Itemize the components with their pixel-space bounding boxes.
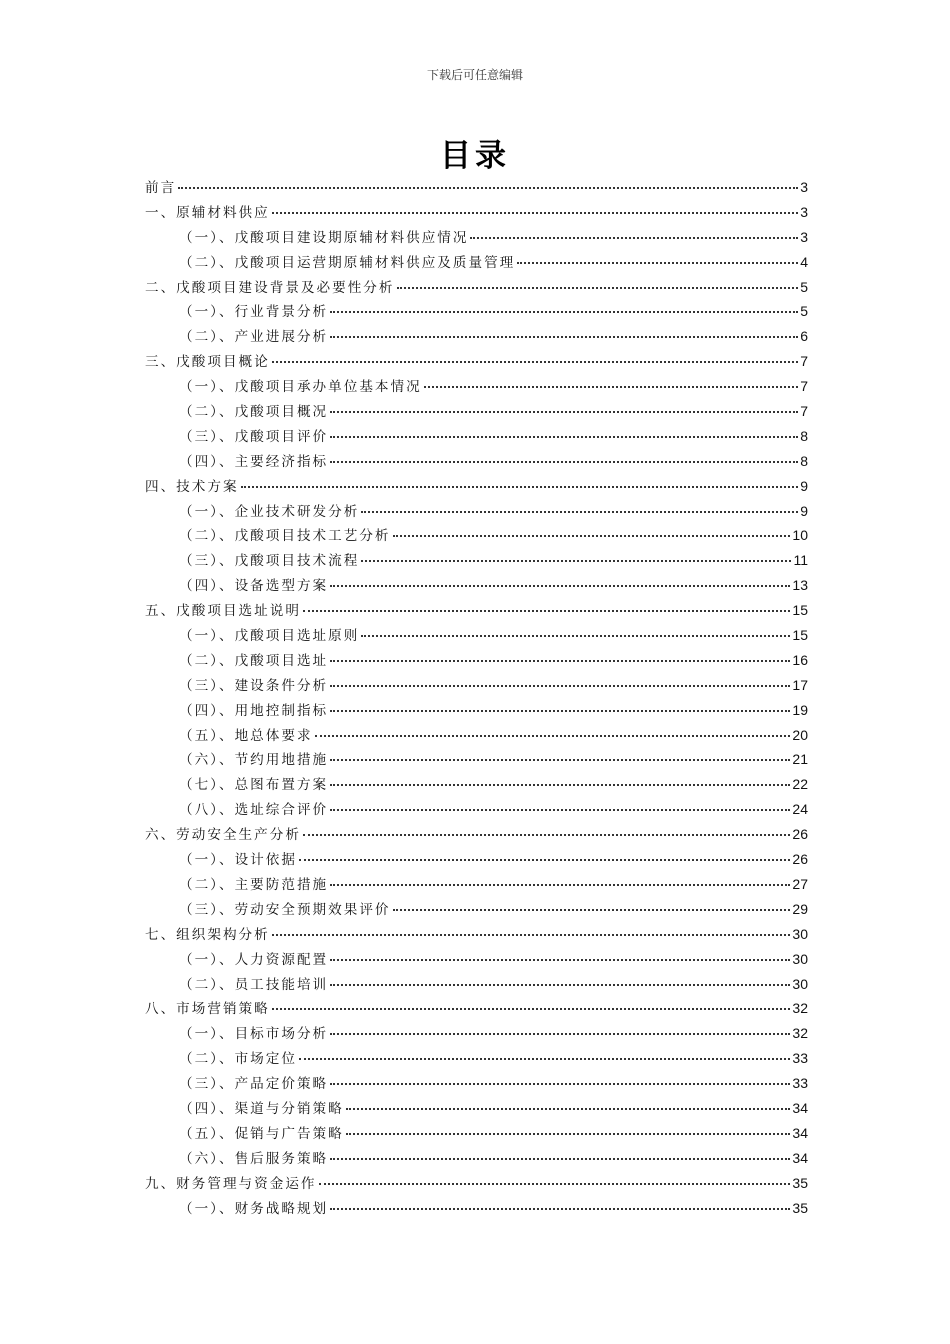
- toc-entry[interactable]: [145, 399, 808, 424]
- toc-entry-text: （二）、戊酸项目选址: [179, 652, 329, 669]
- toc-entry[interactable]: [145, 573, 808, 598]
- toc-leader-dots: [330, 1082, 790, 1085]
- toc-page-number: 30: [792, 950, 808, 967]
- toc-entry-text: （四）、主要经济指标: [179, 453, 329, 470]
- toc-entry-text: （八）、选址综合评价: [179, 802, 329, 819]
- toc-entry[interactable]: [145, 673, 808, 698]
- toc-leader-dots: [330, 435, 798, 438]
- toc-entry-text: （二）、产业进展分析: [179, 329, 329, 346]
- toc-page-number: 9: [800, 502, 808, 519]
- toc-entry[interactable]: [145, 1121, 808, 1146]
- toc-page-number: 21: [792, 751, 808, 768]
- toc-leader-dots: [330, 883, 790, 886]
- toc-leader-dots: [330, 410, 798, 413]
- toc-page-number: 8: [800, 452, 808, 469]
- toc-entry[interactable]: [145, 1071, 808, 1096]
- toc-entry-text: （一）、设计依据: [179, 852, 297, 869]
- toc-entry[interactable]: [145, 897, 808, 922]
- toc-leader-dots: [272, 933, 791, 936]
- toc-leader-dots: [330, 310, 798, 313]
- toc-leader-dots: [241, 485, 799, 488]
- toc-page-number: 33: [792, 1075, 808, 1092]
- toc-entry[interactable]: [145, 374, 808, 399]
- toc-entry-text: 一、原辅材料供应: [145, 204, 270, 221]
- toc-page-number: 29: [792, 900, 808, 917]
- toc-page-number: 34: [792, 1149, 808, 1166]
- toc-leader-dots: [330, 684, 790, 687]
- toc-entry[interactable]: [145, 499, 808, 524]
- toc-entry-text: （五）、促销与广告策略: [179, 1125, 344, 1142]
- toc-entry-text: （一）、财务战略规划: [179, 1200, 329, 1217]
- toc-page-number: 15: [792, 602, 808, 619]
- toc-entry-text: （四）、渠道与分销策略: [179, 1100, 344, 1117]
- toc-leader-dots: [303, 609, 790, 612]
- toc-page-number: 5: [800, 278, 808, 295]
- toc-page-number: 7: [800, 403, 808, 420]
- toc-entry-text: （四）、用地控制指标: [179, 702, 329, 719]
- toc-page-number: 9: [800, 477, 808, 494]
- toc-entry-text: （一）、企业技术研发分析: [179, 503, 360, 520]
- toc-leader-dots: [330, 335, 798, 338]
- toc-page-number: 6: [800, 328, 808, 345]
- toc-page-number: 7: [800, 353, 808, 370]
- toc-entry[interactable]: [145, 349, 808, 374]
- toc-entry[interactable]: [145, 698, 808, 723]
- toc-entry-text: （二）、戊酸项目运营期原辅材料供应及质量管理: [179, 254, 516, 271]
- toc-page-number: 33: [792, 1050, 808, 1067]
- toc-page-number: 3: [800, 179, 808, 195]
- table-of-contents: [145, 175, 808, 1220]
- toc-entry[interactable]: [145, 723, 808, 748]
- toc-entry[interactable]: [145, 972, 808, 997]
- toc-page-number: 4: [800, 253, 808, 270]
- toc-entry-text: （一）、目标市场分析: [179, 1026, 329, 1043]
- toc-entry[interactable]: [145, 1196, 808, 1221]
- toc-entry[interactable]: [145, 1146, 808, 1171]
- toc-entry[interactable]: [145, 275, 808, 300]
- toc-leader-dots: [330, 808, 790, 811]
- toc-leader-dots: [424, 385, 799, 388]
- toc-entry[interactable]: [145, 847, 808, 872]
- toc-entry[interactable]: [145, 449, 808, 474]
- toc-entry[interactable]: [145, 772, 808, 797]
- toc-leader-dots: [315, 734, 791, 737]
- toc-entry[interactable]: [145, 299, 808, 324]
- toc-leader-dots: [330, 1032, 790, 1035]
- toc-leader-dots: [346, 1132, 791, 1135]
- toc-entry-text: （二）、市场定位: [179, 1051, 297, 1068]
- toc-entry[interactable]: [145, 1046, 808, 1071]
- toc-page-number: 11: [793, 552, 808, 569]
- toc-entry[interactable]: [145, 548, 808, 573]
- toc-leader-dots: [330, 584, 790, 587]
- toc-page-number: 5: [800, 303, 808, 320]
- toc-leader-dots: [299, 1057, 790, 1060]
- toc-entry[interactable]: [145, 922, 808, 947]
- toc-entry-text: （一）、行业背景分析: [179, 304, 329, 321]
- toc-entry-text: 八、市场营销策略: [145, 1001, 270, 1018]
- toc-entry-text: （三）、建设条件分析: [179, 677, 329, 694]
- toc-page-number: 19: [792, 701, 808, 718]
- toc-entry[interactable]: [145, 324, 808, 349]
- toc-entry[interactable]: [145, 598, 808, 623]
- toc-entry-text: （七）、总图布置方案: [179, 777, 329, 794]
- toc-entry-text: 七、组织架构分析: [145, 926, 270, 943]
- toc-title: 目录: [440, 138, 510, 174]
- toc-leader-dots: [517, 261, 798, 264]
- toc-entry[interactable]: [145, 1171, 808, 1196]
- toc-leader-dots: [330, 1157, 790, 1160]
- toc-entry-text: （二）、戊酸项目技术工艺分析: [179, 528, 391, 545]
- page-header: 下载后可任意编辑: [426, 68, 523, 82]
- toc-entry-text: （六）、节约用地措施: [179, 752, 329, 769]
- toc-leader-dots: [303, 833, 790, 836]
- toc-page-number: 10: [792, 527, 808, 544]
- toc-page-number: 13: [792, 577, 808, 594]
- toc-entry-text: （二）、员工技能培训: [179, 976, 329, 993]
- toc-leader-dots: [330, 659, 790, 662]
- toc-entry[interactable]: [145, 747, 808, 772]
- toc-page-number: 32: [792, 1000, 808, 1017]
- toc-entry[interactable]: [145, 225, 808, 250]
- toc-leader-dots: [397, 286, 799, 289]
- toc-entry[interactable]: [145, 1096, 808, 1121]
- toc-entry-text: 前言: [145, 180, 177, 196]
- toc-leader-dots: [330, 709, 790, 712]
- toc-leader-dots: [330, 1207, 790, 1210]
- toc-page-number: 30: [792, 975, 808, 992]
- toc-entry[interactable]: [145, 523, 808, 548]
- toc-leader-dots: [299, 858, 790, 861]
- toc-page-number: 34: [792, 1099, 808, 1116]
- toc-page-number: 15: [792, 627, 808, 644]
- toc-entry[interactable]: [145, 250, 808, 275]
- toc-leader-dots: [361, 634, 790, 637]
- toc-entry[interactable]: [145, 1021, 808, 1046]
- toc-page-number: 35: [792, 1174, 808, 1191]
- toc-entry[interactable]: [145, 175, 808, 200]
- toc-entry-text: （一）、戊酸项目建设期原辅材料供应情况: [179, 229, 469, 246]
- toc-entry[interactable]: [145, 947, 808, 972]
- toc-entry-text: （六）、售后服务策略: [179, 1150, 329, 1167]
- toc-entry-text: 五、戊酸项目选址说明: [145, 603, 301, 620]
- toc-entry[interactable]: [145, 424, 808, 449]
- toc-entry-text: （三）、产品定价策略: [179, 1076, 329, 1093]
- toc-page-number: 35: [792, 1199, 808, 1216]
- toc-entry[interactable]: [145, 648, 808, 673]
- toc-entry-text: 六、劳动安全生产分析: [145, 827, 301, 844]
- toc-entry-text: 二、戊酸项目建设背景及必要性分析: [145, 279, 395, 296]
- toc-entry[interactable]: [145, 996, 808, 1021]
- toc-entry-text: （五）、地总体要求: [179, 727, 313, 744]
- toc-leader-dots: [346, 1107, 791, 1110]
- toc-leader-dots: [330, 783, 790, 786]
- toc-page-number: 24: [792, 801, 808, 818]
- toc-entry[interactable]: [145, 872, 808, 897]
- toc-entry-text: （三）、戊酸项目评价: [179, 428, 329, 445]
- toc-leader-dots: [330, 758, 790, 761]
- toc-entry[interactable]: [145, 474, 808, 499]
- toc-page-number: 27: [792, 875, 808, 892]
- toc-leader-dots: [393, 534, 791, 537]
- toc-page-number: 8: [800, 427, 808, 444]
- toc-leader-dots: [178, 186, 798, 189]
- toc-leader-dots: [330, 958, 790, 961]
- toc-leader-dots: [330, 460, 798, 463]
- toc-leader-dots: [272, 360, 798, 363]
- toc-entry-text: （一）、戊酸项目承办单位基本情况: [179, 379, 422, 396]
- toc-entry-text: （一）、戊酸项目选址原则: [179, 628, 360, 645]
- toc-leader-dots: [470, 236, 798, 239]
- toc-entry-text: （一）、人力资源配置: [179, 951, 329, 968]
- toc-page-number: 3: [800, 228, 808, 245]
- toc-page-number: 16: [792, 651, 808, 668]
- toc-page-number: 22: [792, 776, 808, 793]
- toc-entry[interactable]: [145, 822, 808, 847]
- toc-page-number: 30: [792, 925, 808, 942]
- toc-entry[interactable]: [145, 623, 808, 648]
- toc-page-number: 34: [792, 1124, 808, 1141]
- toc-entry-text: （三）、劳动安全预期效果评价: [179, 901, 391, 918]
- toc-entry-text: （四）、设备选型方案: [179, 578, 329, 595]
- toc-leader-dots: [272, 1007, 791, 1010]
- toc-page-number: 26: [792, 851, 808, 868]
- toc-entry-text: 九、财务管理与资金运作: [145, 1175, 317, 1192]
- toc-leader-dots: [272, 211, 798, 214]
- toc-leader-dots: [361, 559, 791, 562]
- toc-entry[interactable]: [145, 797, 808, 822]
- toc-page-number: 20: [792, 726, 808, 743]
- toc-entry-text: 四、技术方案: [145, 478, 239, 495]
- toc-page-number: 17: [792, 676, 808, 693]
- toc-leader-dots: [361, 510, 798, 513]
- toc-entry-text: 三、戊酸项目概论: [145, 354, 270, 371]
- toc-leader-dots: [393, 908, 791, 911]
- toc-page-number: 3: [800, 203, 808, 220]
- toc-page-number: 7: [800, 378, 808, 395]
- toc-leader-dots: [330, 983, 790, 986]
- toc-entry-text: （二）、戊酸项目概况: [179, 404, 329, 421]
- toc-entry-text: （二）、主要防范措施: [179, 876, 329, 893]
- toc-entry-text: （三）、戊酸项目技术流程: [179, 553, 360, 570]
- toc-leader-dots: [319, 1182, 791, 1185]
- toc-entry[interactable]: [145, 200, 808, 225]
- toc-page-number: 32: [792, 1025, 808, 1042]
- toc-page-number: 26: [792, 826, 808, 843]
